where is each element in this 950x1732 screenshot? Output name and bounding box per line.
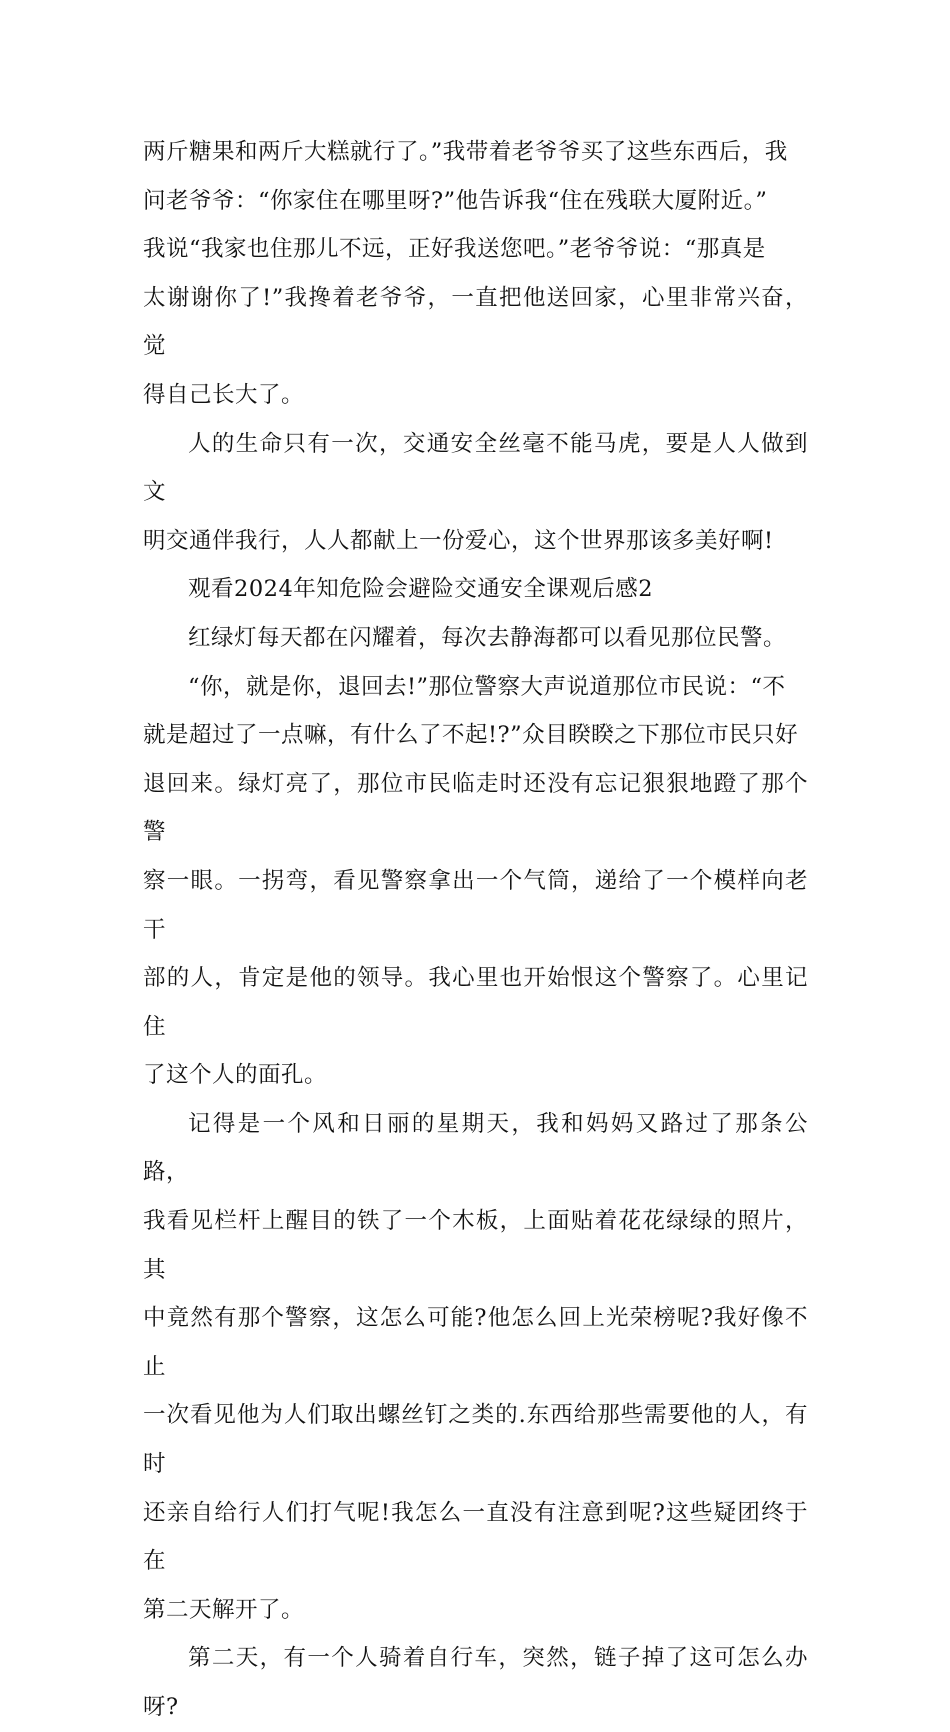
text-line: 了这个人的面孔。 [143, 1062, 328, 1089]
heading-text: 观看2024年知危险会避险交通安全课观后感2 [188, 576, 654, 603]
text-line: 两斤糖果和两斤大糕就行了。”我带着老爷爷买了这些东西后，我 [143, 139, 788, 165]
text-line: 第二天，有一个人骑着自行车，突然，链子掉了这可怎么办呀? [143, 1645, 808, 1720]
paragraph [143, 1100, 808, 1635]
text-line: 记得是一个风和日丽的星期天，我和妈妈又路过了那条公路， [143, 1110, 808, 1186]
text-line: 就是超过了一点嘛，有什么了不起!?”众目睽睽之下那位市民只好 [143, 722, 799, 749]
body-text [143, 128, 808, 1732]
text-line: 人的生命只有一次，交通安全丝毫不能马虎，要是人人做到文 [143, 430, 808, 506]
text-line: 我说“我家也住那儿不远，正好我送您吧。”老爷爷说：“那真是 [143, 236, 766, 263]
text-line: 太谢谢你了!”我搀着老爷爷，一直把他送回家，心里非常兴奋，觉 [143, 284, 808, 360]
text-line: 第二天解开了。 [143, 1596, 305, 1623]
section-heading [143, 565, 808, 614]
paragraph [143, 1634, 808, 1731]
paragraph [143, 614, 808, 663]
text-line: 退回来。绿灯亮了，那位市民临走时还没有忘记狠狠地蹬了那个警 [143, 770, 808, 846]
text-line: 一次看见他为人们取出螺丝钉之类的.东西给那些需要他的人，有时 [143, 1402, 808, 1478]
text-line: 察一眼。一拐弯，看见警察拿出一个气筒，递给了一个模样向老干 [143, 867, 808, 943]
text-line: 中竟然有那个警察，这怎么可能?他怎么回上光荣榜呢?我好像不止 [143, 1305, 808, 1380]
text-line: 得自己长大了。 [143, 381, 305, 408]
text-line: 问老爷爷：“你家住在哪里呀?”他告诉我“住在残联大厦附近。” [143, 187, 768, 214]
paragraph [143, 663, 808, 1100]
text-line: 明交通伴我行，人人都献上一份爱心，这个世界那该多美好啊! [143, 527, 774, 554]
text-line: “你，就是你，退回去!”那位警察大声说道那位市民说：“不 [188, 673, 786, 700]
paragraph [143, 420, 808, 566]
text-line: 部的人，肯定是他的领导。我心里也开始恨这个警察了。心里记住 [143, 965, 808, 1040]
text-line: 还亲自给行人们打气呢!我怎么一直没有注意到呢?这些疑团终于在 [143, 1499, 808, 1575]
paragraph [143, 128, 808, 420]
text-line: 我看见栏杆上醒目的铁了一个木板，上面贴着花花绿绿的照片，其 [143, 1208, 808, 1283]
text-line: 红绿灯每天都在闪耀着，每次去静海都可以看见那位民警。 [188, 624, 787, 651]
